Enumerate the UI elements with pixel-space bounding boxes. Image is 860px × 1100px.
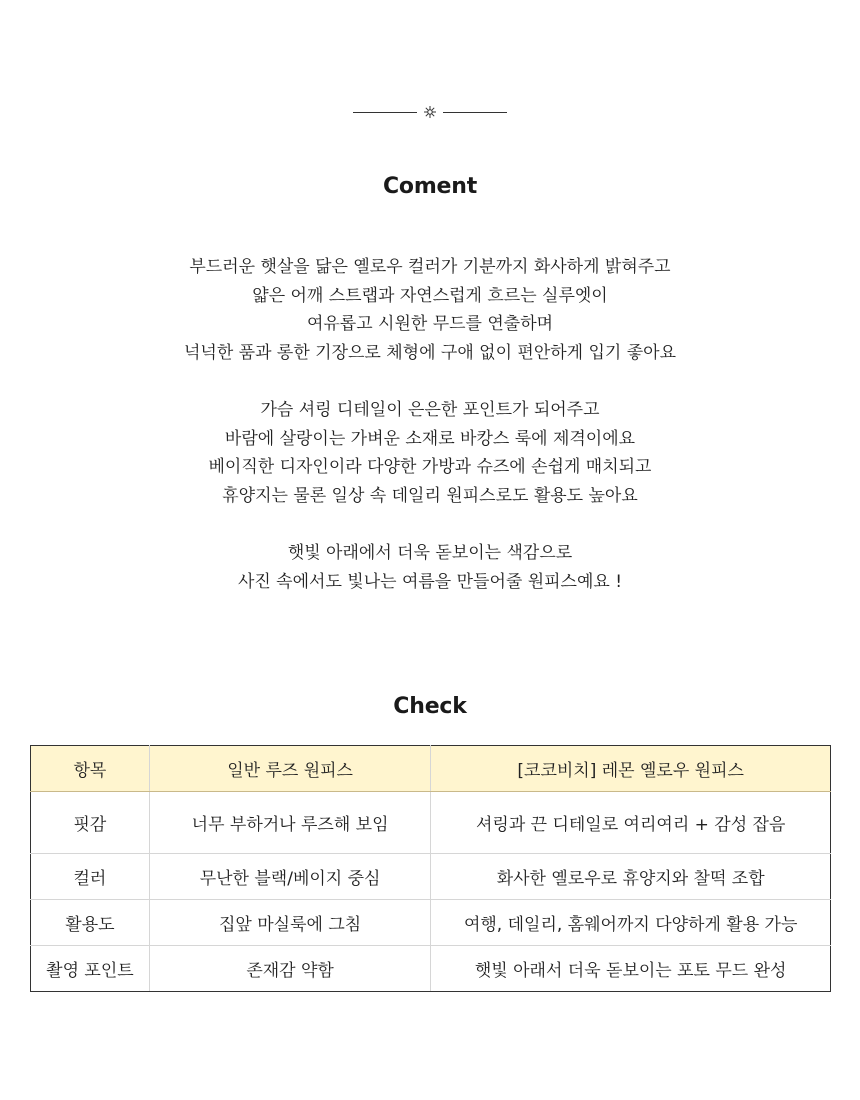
- check-title: Check: [393, 694, 467, 719]
- table-row: [31, 900, 831, 946]
- comment-paragraph-2: [0, 396, 860, 510]
- divider-line-right: [443, 112, 507, 113]
- comment-line: 여유롭고 시원한 무드를 연출하며: [306, 314, 554, 335]
- lemon-cell: 여행, 데일리, 홈웨어까지 다양하게 활용 가능: [431, 900, 831, 946]
- comment-line: 가슴 셔링 디테일이 은은한 포인트가 되어주고: [260, 399, 600, 420]
- header-item: 항목: [31, 746, 150, 792]
- comparison-table: [30, 745, 831, 992]
- comment-body: [0, 253, 860, 596]
- comment-paragraph-3: [0, 539, 860, 596]
- comment-line: 베이직한 디자인이라 다양한 가방과 슈즈에 손쉽게 매치되고: [208, 457, 652, 478]
- comment-line: 햇빛 아래에서 더욱 돋보이는 색감으로: [287, 542, 573, 563]
- comment-line: 바람에 살랑이는 가벼운 소재로 바캉스 룩에 제격이에요: [224, 428, 636, 449]
- lemon-cell: 화사한 옐로우로 휴양지와 찰떡 조합: [431, 854, 831, 900]
- table-row: [31, 854, 831, 900]
- header-regular-dress: 일반 루즈 원피스: [149, 746, 431, 792]
- lemon-cell: 햇빛 아래서 더욱 돋보이는 포토 무드 완성: [431, 946, 831, 992]
- comment-paragraph-1: [0, 253, 860, 367]
- divider-line-left: [353, 112, 417, 113]
- regular-cell: 무난한 블랙/베이지 중심: [149, 854, 431, 900]
- table-row: [31, 792, 831, 854]
- lemon-cell: 셔링과 끈 디테일로 여리여리 + 감성 잡음: [431, 792, 831, 854]
- row-label: 컬러: [31, 854, 150, 900]
- regular-cell: 너무 부하거나 루즈해 보임: [149, 792, 431, 854]
- row-label: 활용도: [31, 900, 150, 946]
- row-label: 핏감: [31, 792, 150, 854]
- regular-cell: 존재감 약함: [149, 946, 431, 992]
- coment-title: Coment: [382, 174, 478, 199]
- comment-line: 넉넉한 품과 롱한 기장으로 체형에 구애 없이 편안하게 입기 좋아요: [183, 342, 677, 363]
- comment-line: 사진 속에서도 빛나는 여름을 만들어줄 원피스예요 !: [237, 571, 623, 592]
- row-label: 촬영 포인트: [31, 946, 150, 992]
- table-row: [31, 946, 831, 992]
- regular-cell: 집앞 마실룩에 그침: [149, 900, 431, 946]
- header-lemon-dress: [코코비치] 레몬 옐로우 원피스: [431, 746, 831, 792]
- comment-line: 얇은 어깨 스트랩과 자연스럽게 흐르는 실루엣이: [252, 285, 608, 306]
- comment-line: 휴양지는 물론 일상 속 데일리 원피스로도 활용도 높아요: [222, 485, 638, 506]
- table-header-row: [31, 746, 831, 792]
- section-divider: [0, 103, 860, 121]
- comment-line: 부드러운 햇살을 닮은 옐로우 컬러가 기분까지 화사하게 밝혀주고: [189, 257, 671, 277]
- sparkle-icon: [423, 105, 437, 119]
